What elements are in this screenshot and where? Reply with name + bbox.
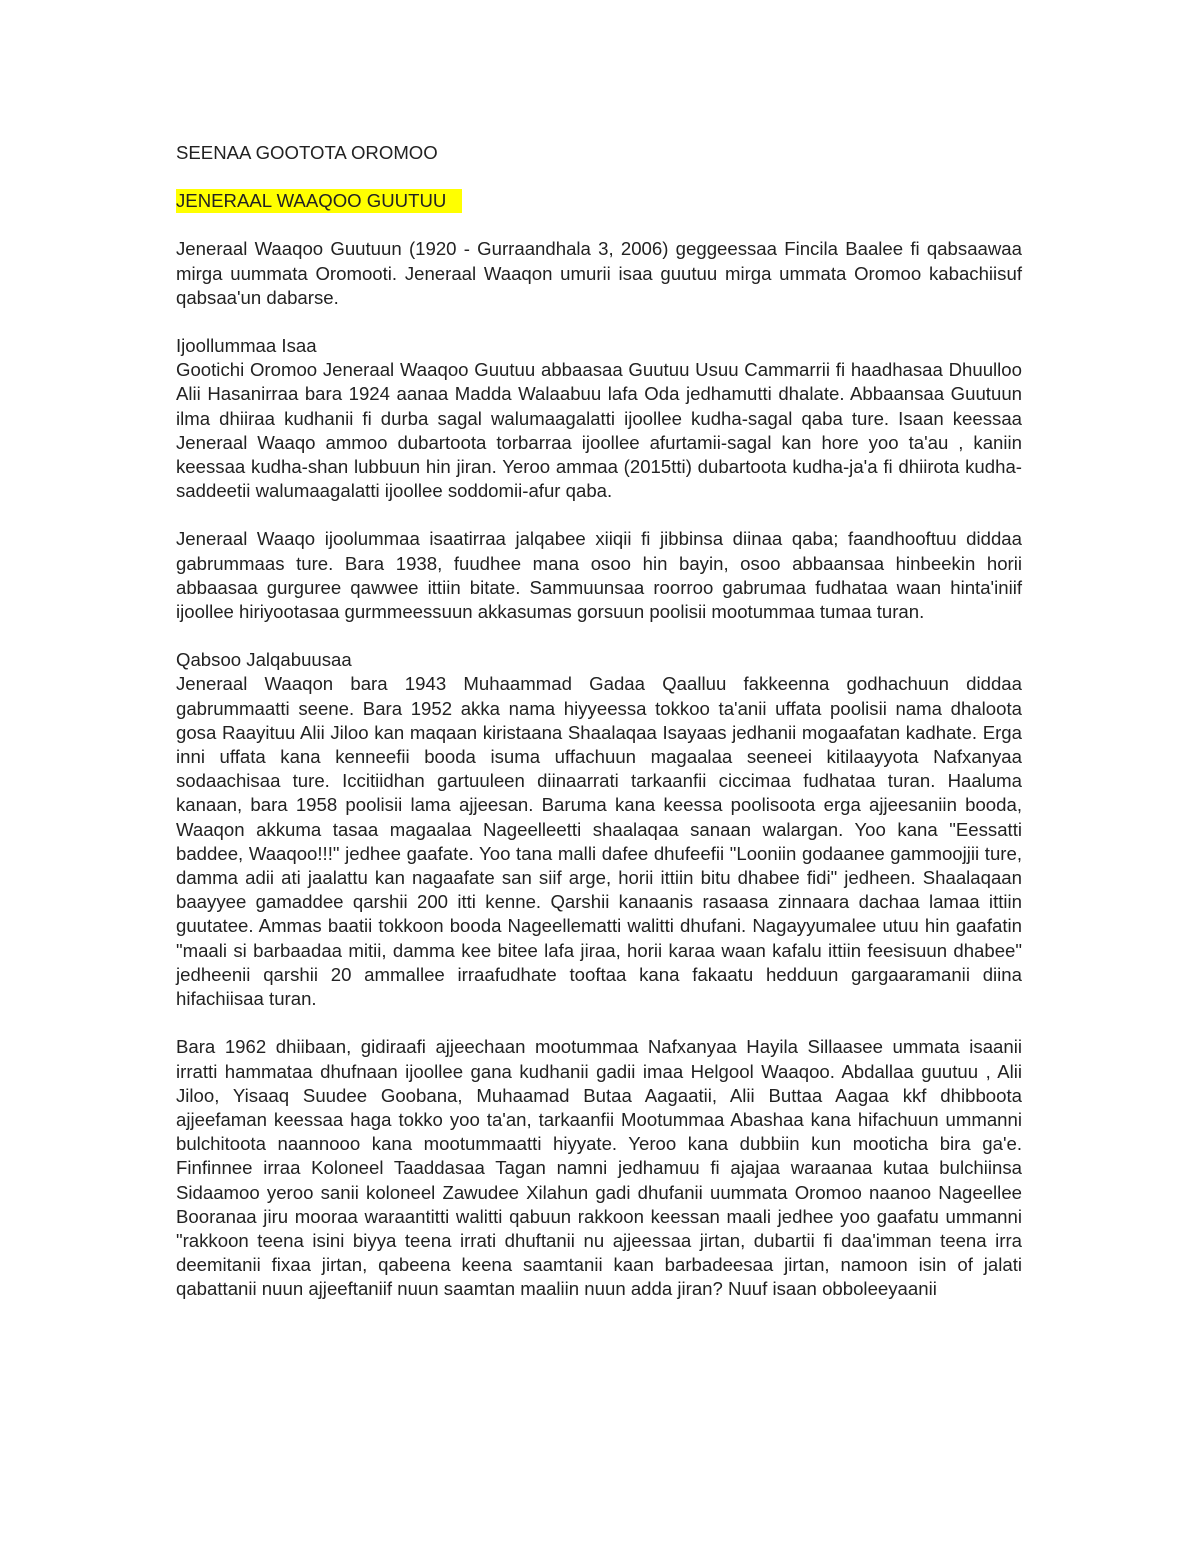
section-heading-childhood: Ijoollummaa Isaa — [176, 335, 317, 357]
section-heading-struggle: Qabsoo Jalqabuusaa — [176, 649, 352, 671]
paragraph-3: Bara 1962 dhiibaan, gidiraafi ajjeechaan mootummaa Nafxanyaa Hayila Sillaasee ummata isaanii irratti hammataa dhufnaan ijoollee gana kudhanii gadii imaa Helgool Waaqoo. Abdallaa guutuu , Alii Jiloo, Yisaaq Suudee Goobana, Muhaamad Butaa Aagaatii, Alii Buttaa Aagaa kkf dhibboota ajjeefaman keessaa haga tokko yoo ta'an, tarkaanfii Mootummaa Abashaa kana hifachuun ummanni bulchitoota naannooo kana mootummaatti hiyyate. Yeroo kana dubbiin kun mooticha bira ga'e. Finfinnee irraa Koloneel Taaddasaa Tagan namni jedhamuu fi ajajaa waraanaa kutaa bulchiinsa Sidaamoo yeroo sanii koloneel Zawudee Xilahun gadi dhufanii uummata Oromoo naanoo Nageellee Booranaa jiru mooraa waraantitti walitti qabuun rakkoon keessan maali jedhee yoo gaafatu ummanni "rakkoon teena isini biyya teena irrati dhuftanii nu ajjeessaa jirtan, dubartii fi daa'imman teena irra deemitanii fixaa jirtan, qabeena keena saamtanii kaan barbadeesaa jirtan, namoon isin of jalati qabattanii nuun ajjeeftaniif nuun saamtan maaliin nuun adda jiran? Nuuf isaan obboleeyaanii — [176, 1036, 1022, 1300]
section-body-childhood: Gootichi Oromoo Jeneraal Waaqoo Guutuu abbaasaa Guutuu Usuu Cammarrii fi haadhasaa Dhuulloo Alii Hasanirraa bara 1924 aanaa Madda Walaabuu lafa Oda jedhamutti dhalate. Abbaansaa Guutuun ilma dhiiraa kudhanii fi durba sagal walumaagalatti ijoollee kudha-sagal qaba ture. Isaan keessaa Jeneraal Waaqo ammoo dubartoota torbarraa ijoollee afurtamii-sagal kan hore yoo ta'au , kaniin keessaa kudha-shan lubbuun hin jiran. Yeroo ammaa (2015tti) dubartoota kudha-ja'a fi dhiirota kudha-saddeetii walumaagalatti ijoollee soddomii-afur qaba. — [176, 359, 1022, 502]
document-page — [176, 141, 1022, 1302]
highlighted-subtitle: JENERAAL WAAQOO GUUTUU — [176, 189, 462, 213]
paragraph-2: Jeneraal Waaqo ijoolummaa isaatirraa jalqabee xiiqii fi jibbinsa diinaa qaba; faandhooftuu diddaa gabrummaas ture. Bara 1938, fuudhee mana osoo hin bayin, osoo abbaansaa hinbeekin horii abbaasaa gurguree qawwee ittiin bitate. Sammuunsaa roorroo gabrumaa fudhataa waan hinta'iniif ijoollee hiriyootasaa gurmmeessuun akkasumas gorsuun poolisii mootummaa tumaa turan. — [176, 528, 1022, 623]
subtitle-wrap — [176, 189, 1022, 213]
document-title: SEENAA GOOTOTA OROMOO — [176, 142, 438, 163]
section-childhood — [176, 334, 1022, 503]
section-body-struggle: Jeneraal Waaqon bara 1943 Muhaammad Gadaa Qaalluu fakkeenna godhachuun diddaa gabrummaatti seene. Bara 1952 akka nama hiyyeessa tokkoo ta'anii uffata poolisii nama dhaloota gosa Raayituu Alii Jiloo kan maqaan kiristaana Shaalaqaa Isayaas jedhanii mogaafatan kadhate. Erga inni uffata kana kenneefii booda isuma uffachuun magaalaa seeneei kitilaayyota Nafxanyaa sodaachisaa ture. Iccitiidhan gartuuleen diinaarrati tarkaanfii ciccimaa fudhataa turan. Haaluma kanaan, bara 1958 poolisii lama ajjeesan. Baruma kana keessa poolisoota erga ajjeesaniin booda, Waaqon akkuma tasaa magaalaa Nageelleetti shaalaqaa sanaan walargan. Yoo kana "Eessatti baddee, Waaqoo!!!" jedhee gaafate. Yoo tana malli dafee dhufeefii "Looniin godaanee gammoojjii ture, damma adii ati jaalattu kan nagaafate san siif arge, horii ittiin bitu dhabee fidi" jedheen. Shaalaqaan baayyee gamaddee qarshii 200 itti kenne. Qarshii kanaanis rasaasa zinnaara dachaa lamaa ittiin guutatee. Ammas baatii tokkoon booda Nageellematti walitti dhufani. Nagayyumalee utuu hin gaafatin "maali si barbaadaa mitii, damma kee bitee lafa jiraa, horii karaa waan kafalu ittiin feesisuun dhabee" jedheenii qarshii 20 ammallee irraafudhate tooftaa kana fakaatu hedduun gargaaramanii diina hifachiisaa turan. — [176, 673, 1022, 1010]
intro-paragraph: Jeneraal Waaqoo Guutuun (1920 - Gurraandhala 3, 2006) geggeessaa Fincila Baalee fi qabsaawaa mirga uummata Oromooti. Jeneraal Waaqon umurii isaa guutuu mirga ummata Oromoo kabachiisuf qabsaa'un dabarse. — [176, 238, 1022, 308]
section-struggle — [176, 648, 1022, 1011]
